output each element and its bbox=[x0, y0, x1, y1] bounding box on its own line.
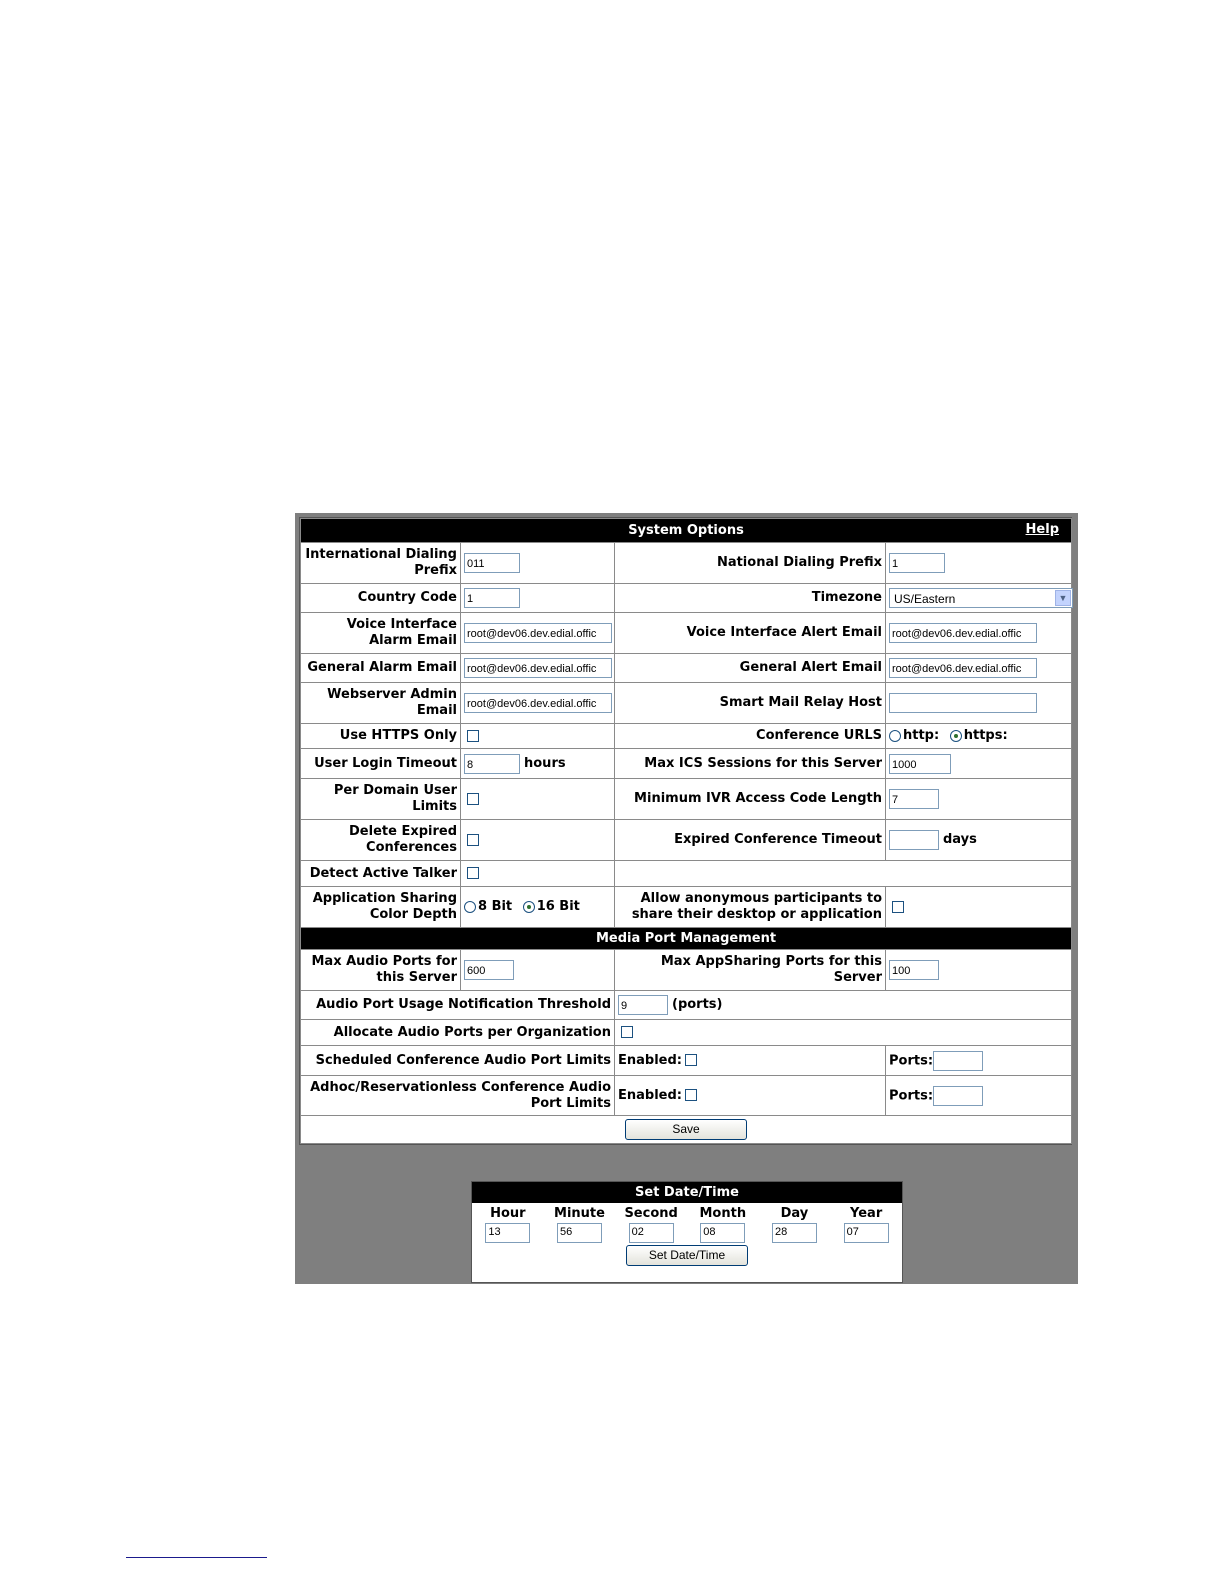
scheduled-ports-input[interactable] bbox=[933, 1051, 983, 1071]
max-ics-label: Max ICS Sessions for this Server bbox=[615, 749, 886, 779]
detect-talker-checkbox[interactable] bbox=[467, 867, 479, 879]
expired-timeout-unit: days bbox=[943, 832, 977, 847]
audio-threshold-input[interactable]: 9 bbox=[618, 995, 668, 1015]
webserver-admin-input[interactable]: root@dev06.dev.edial.offic bbox=[464, 693, 612, 713]
datetime-table bbox=[472, 1205, 902, 1267]
expired-timeout-input[interactable] bbox=[889, 830, 939, 850]
allow-anon-checkbox[interactable] bbox=[892, 901, 904, 913]
hour-label: Hour bbox=[490, 1206, 526, 1221]
allocate-org-label: Allocate Audio Ports per Organization bbox=[301, 1020, 615, 1046]
min-ivr-label: Minimum IVR Access Code Length bbox=[615, 779, 886, 820]
intl-prefix-input[interactable]: 011 bbox=[464, 553, 520, 573]
voice-alarm-input[interactable]: root@dev06.dev.edial.offic bbox=[464, 623, 612, 643]
general-alarm-input[interactable]: root@dev06.dev.edial.offic bbox=[464, 658, 612, 678]
adhoc-ports-input[interactable] bbox=[933, 1086, 983, 1106]
minute-label: Minute bbox=[554, 1206, 605, 1221]
second-input[interactable]: 02 bbox=[629, 1223, 674, 1243]
day-input[interactable]: 28 bbox=[772, 1223, 817, 1243]
adhoc-ports-label: Ports: bbox=[889, 1088, 934, 1103]
https-radio-label: https: bbox=[963, 728, 1008, 743]
adhoc-enabled-checkbox[interactable] bbox=[685, 1089, 697, 1101]
country-code-label: Country Code bbox=[301, 584, 461, 613]
intl-prefix-label: International Dialing Prefix bbox=[301, 543, 461, 584]
scheduled-enabled-label: Enabled: bbox=[618, 1052, 682, 1068]
http-radio[interactable] bbox=[889, 730, 901, 742]
max-appsharing-input[interactable]: 100 bbox=[889, 960, 939, 980]
https-radio[interactable] bbox=[950, 730, 962, 742]
timezone-select[interactable] bbox=[889, 588, 1073, 608]
max-audio-label: Max Audio Ports for this Server bbox=[301, 950, 461, 991]
8bit-radio-label: 8 Bit bbox=[478, 899, 513, 914]
hour-input[interactable]: 13 bbox=[485, 1223, 530, 1243]
system-options-title: System Options bbox=[628, 522, 744, 538]
month-label: Month bbox=[699, 1206, 747, 1221]
natl-prefix-label: National Dialing Prefix bbox=[615, 543, 886, 584]
max-ics-input[interactable]: 1000 bbox=[889, 754, 951, 774]
adhoc-limits-label: Adhoc/Reservationless Conference Audio Port Limits bbox=[301, 1076, 615, 1116]
help-link[interactable]: Help bbox=[1025, 522, 1060, 537]
system-options-table bbox=[300, 518, 1072, 1144]
min-ivr-input[interactable]: 7 bbox=[889, 789, 939, 809]
16bit-radio-label: 16 Bit bbox=[536, 899, 580, 914]
general-alarm-label: General Alarm Email bbox=[301, 654, 461, 683]
natl-prefix-input[interactable]: 1 bbox=[889, 553, 945, 573]
year-input[interactable]: 07 bbox=[844, 1223, 889, 1243]
login-timeout-input[interactable]: 8 bbox=[464, 754, 520, 774]
conf-urls-label: Conference URLS bbox=[615, 724, 886, 749]
per-domain-label: Per Domain User Limits bbox=[301, 779, 461, 820]
16bit-radio[interactable] bbox=[523, 901, 535, 913]
allocate-org-checkbox[interactable] bbox=[621, 1026, 633, 1038]
voice-alert-label: Voice Interface Alert Email bbox=[615, 613, 886, 654]
delete-expired-label: Delete Expired Conferences bbox=[301, 820, 461, 861]
max-audio-input[interactable]: 600 bbox=[464, 960, 514, 980]
set-datetime-button[interactable]: Set Date/Time bbox=[626, 1245, 748, 1266]
system-options-panel bbox=[299, 517, 1072, 1145]
day-label: Day bbox=[780, 1206, 809, 1221]
audio-threshold-label: Audio Port Usage Notification Threshold bbox=[301, 991, 615, 1020]
smart-mail-label: Smart Mail Relay Host bbox=[615, 683, 886, 724]
timezone-value: US/Eastern bbox=[894, 592, 956, 606]
empty-cell bbox=[615, 861, 1072, 887]
delete-expired-checkbox[interactable] bbox=[467, 834, 479, 846]
login-timeout-label: User Login Timeout bbox=[301, 749, 461, 779]
chevron-down-icon[interactable]: ▼ bbox=[1055, 590, 1071, 606]
voice-alert-input[interactable]: root@dev06.dev.edial.offic bbox=[889, 623, 1037, 643]
timezone-label: Timezone bbox=[615, 584, 886, 613]
adhoc-enabled-label: Enabled: bbox=[618, 1087, 682, 1103]
system-options-header bbox=[301, 519, 1072, 543]
detect-talker-label: Detect Active Talker bbox=[301, 861, 461, 887]
audio-threshold-unit: (ports) bbox=[672, 997, 723, 1012]
scheduled-ports-label: Ports: bbox=[889, 1053, 934, 1068]
general-alert-input[interactable]: root@dev06.dev.edial.offic bbox=[889, 658, 1037, 678]
allow-anon-label: Allow anonymous participants to share their desktop or application bbox=[615, 887, 886, 928]
set-datetime-header: Set Date/Time bbox=[472, 1182, 902, 1203]
per-domain-checkbox[interactable] bbox=[467, 793, 479, 805]
year-label: Year bbox=[850, 1206, 883, 1221]
media-port-header: Media Port Management bbox=[301, 928, 1072, 950]
country-code-input[interactable]: 1 bbox=[464, 588, 520, 608]
voice-alarm-label: Voice Interface Alarm Email bbox=[301, 613, 461, 654]
set-datetime-panel bbox=[471, 1181, 903, 1283]
save-button[interactable]: Save bbox=[625, 1119, 747, 1140]
screenshot-frame bbox=[295, 513, 1078, 1284]
max-appsharing-label: Max AppSharing Ports for this Server bbox=[615, 950, 886, 991]
8bit-radio[interactable] bbox=[464, 901, 476, 913]
second-label: Second bbox=[624, 1206, 678, 1221]
month-input[interactable]: 08 bbox=[700, 1223, 745, 1243]
general-alert-label: General Alert Email bbox=[615, 654, 886, 683]
app-sharing-label: Application Sharing Color Depth bbox=[301, 887, 461, 928]
smart-mail-input[interactable] bbox=[889, 693, 1037, 713]
login-timeout-unit: hours bbox=[524, 755, 566, 771]
http-radio-label: http: bbox=[903, 728, 940, 743]
footnote-separator bbox=[126, 1557, 267, 1558]
scheduled-limits-label: Scheduled Conference Audio Port Limits bbox=[301, 1046, 615, 1076]
https-only-label: Use HTTPS Only bbox=[301, 724, 461, 749]
scheduled-enabled-checkbox[interactable] bbox=[685, 1054, 697, 1066]
minute-input[interactable]: 56 bbox=[557, 1223, 602, 1243]
https-only-checkbox[interactable] bbox=[467, 730, 479, 742]
webserver-admin-label: Webserver Admin Email bbox=[301, 683, 461, 724]
expired-timeout-label: Expired Conference Timeout bbox=[615, 820, 886, 861]
